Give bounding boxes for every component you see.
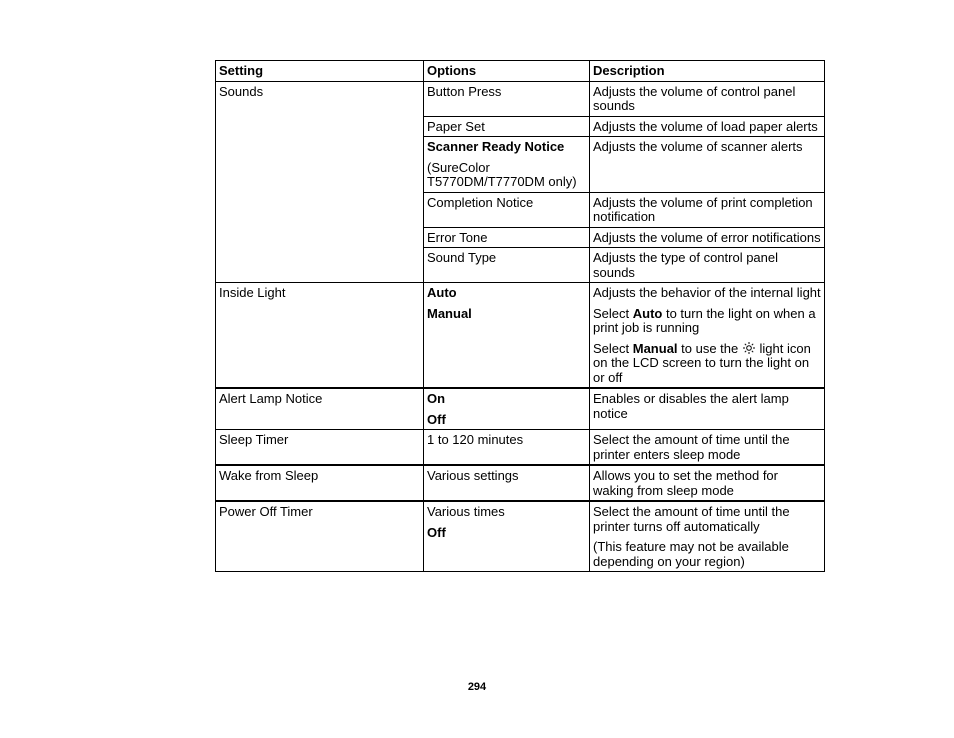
description-cell <box>590 501 825 572</box>
setting-wake-from-sleep: Wake from Sleep <box>216 465 424 501</box>
table-row <box>216 465 825 501</box>
setting-inside-light: Inside Light <box>216 283 424 389</box>
table-row <box>216 81 825 116</box>
description-cell: Adjusts the type of control panel sounds <box>590 248 825 283</box>
setting-alert-lamp: Alert Lamp Notice <box>216 388 424 430</box>
option-cell <box>424 283 590 389</box>
option-cell: Completion Notice <box>424 192 590 227</box>
option-on: On <box>427 391 446 406</box>
option-cell: Button Press <box>424 81 590 116</box>
description-cell: Adjusts the volume of control panel sounds <box>590 81 825 116</box>
bold-term: Manual <box>632 340 678 356</box>
option-cell: Paper Set <box>424 116 590 137</box>
description-cell: Adjusts the volume of print completion notification <box>590 192 825 227</box>
bold-term: Auto <box>632 305 663 321</box>
light-icon <box>742 342 756 354</box>
description-cell: Adjusts the volume of error notifications <box>590 227 825 248</box>
option-note: (SureColor T5770DM/T7770DM only) <box>427 159 577 189</box>
table-row <box>216 388 825 430</box>
option-name: Scanner Ready Notice <box>427 139 565 154</box>
header-description: Description <box>590 61 825 82</box>
header-row <box>216 61 825 82</box>
text-fragment: Select <box>593 305 633 321</box>
option-auto: Auto <box>427 285 457 300</box>
option-cell <box>424 137 590 193</box>
description-cell: Select the amount of time until the printer enters sleep mode <box>590 430 825 466</box>
header-setting: Setting <box>216 61 424 82</box>
description-cell: Enables or disables the alert lamp notice <box>590 388 825 430</box>
option-manual: Manual <box>427 305 472 321</box>
settings-table <box>215 60 825 572</box>
description-text: Select the amount of time until the printer turns off automatically <box>593 504 790 534</box>
description-text <box>593 342 821 386</box>
table-row <box>216 430 825 466</box>
table-row <box>216 283 825 389</box>
option-cell: Various settings <box>424 465 590 501</box>
description-text <box>593 307 821 336</box>
option-cell <box>424 388 590 430</box>
description-cell: Allows you to set the method for waking from sleep mode <box>590 465 825 501</box>
text-fragment: light icon on the LCD screen to turn the light on or off <box>593 340 811 385</box>
option-off: Off <box>427 411 446 427</box>
description-cell: Adjusts the volume of scanner alerts <box>590 137 825 193</box>
option-various-times: Various times <box>427 504 505 519</box>
description-cell: Adjusts the volume of load paper alerts <box>590 116 825 137</box>
setting-power-off-timer: Power Off Timer <box>216 501 424 572</box>
setting-sounds: Sounds <box>216 81 424 283</box>
option-cell: 1 to 120 minutes <box>424 430 590 466</box>
description-text: Adjusts the behavior of the internal light <box>593 285 821 300</box>
header-options: Options <box>424 61 590 82</box>
text-fragment: Select <box>593 340 633 356</box>
text-fragment: to turn the light on when a print job is running <box>593 305 816 335</box>
option-cell: Sound Type <box>424 248 590 283</box>
option-cell: Error Tone <box>424 227 590 248</box>
description-cell <box>590 283 825 389</box>
text-fragment: to use the <box>677 340 742 356</box>
description-note: (This feature may not be available depending on your region) <box>593 539 789 569</box>
table-row <box>216 501 825 572</box>
option-off: Off <box>427 524 446 540</box>
option-cell <box>424 501 590 572</box>
setting-sleep-timer: Sleep Timer <box>216 430 424 466</box>
page-number: 294 <box>467 681 487 693</box>
